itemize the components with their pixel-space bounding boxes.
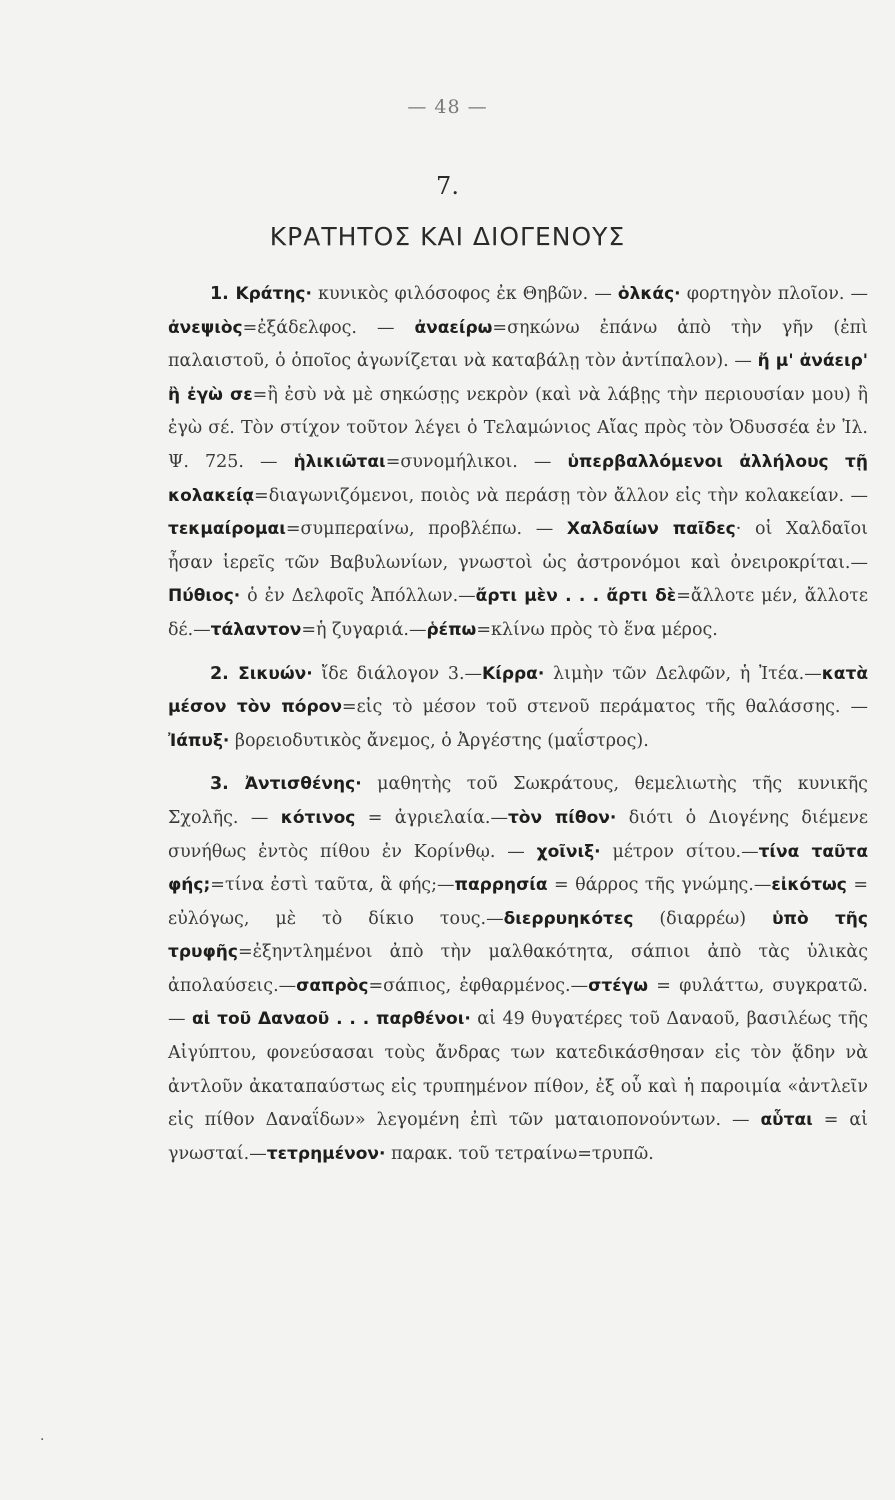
gloss-text: =διαγωνιζόμενοι, ποιὸς νὰ περάσῃ τὸν ἄλλον εἰς τὴν κολακείαν. —: [254, 485, 868, 506]
lemma-term: εἰκότως: [771, 875, 847, 896]
gloss-text: = θάρρος τῆς γνώμης.—: [547, 875, 772, 896]
lemma-term: στέγω: [588, 975, 649, 996]
gloss-text: κυνικὸς φιλόσοφος ἐκ Θηβῶν. —: [311, 284, 618, 304]
gloss-text: =ἡ ζυγαριά.—: [301, 619, 427, 640]
gloss-text: μαθητὴς τοῦ Σωκράτους, θεμελιωτὴς τῆς κυνικῆς Σχολῆς. —: [168, 774, 868, 828]
gloss-text: (διαρρέω): [633, 908, 773, 929]
gloss-text: =ἐξηντλημένοι ἀπὸ τὴν μαλθακότητα, σάπιοι ἀπὸ τὰς ὑλικὰς ἀπολαύσεις.—: [168, 942, 868, 996]
gloss-text: αἱ 49 θυγατέρες τοῦ Δαναοῦ, βασιλέως τῆς Αἰγύπτου, φονεύσασαι τοὺς ἄνδρας των κατεδικάσθησαν εἰς τὸν ᾅδην νὰ ἀντλοῦν ἀκαταπαύστως εἰς τρυπημένον πίθον, ἐξ οὗ καὶ ἡ παροιμία «ἀντλεῖν εἰς πίθον Δαναΐδων» λεγομένη ἐπὶ τῶν ματαιοπονούντων. —: [168, 1009, 868, 1131]
gloss-text: =σάπιος, ἐφθαρμένος.—: [368, 975, 589, 996]
lemma-term: κότινος: [280, 807, 356, 828]
lemma-term: ἀναείρω: [414, 317, 493, 338]
lemma-term: παρρησία: [454, 875, 548, 896]
lemma-term: ὁλκάς·: [617, 284, 681, 304]
lemma-term: ἀνεψιὸς: [168, 317, 243, 338]
lemma-term: κατὰ μέσον τὸν πόρον: [168, 663, 869, 718]
gloss-text: =συνομήλικοι. —: [385, 451, 568, 472]
lemma-term: χοῖνιξ·: [536, 841, 601, 862]
lemma-term: ἄρτι μὲν . . . ἄρτι δὲ: [475, 586, 677, 607]
lemma-term: Ἀντισθένης·: [244, 774, 362, 795]
note-paragraph: [168, 768, 868, 1171]
gloss-text: βορειοδυτικὸς ἄνεμος, ὁ Ἀργέστης (μαΐστρος).: [229, 730, 649, 751]
note-number: 3.: [210, 774, 245, 795]
lemma-term: τεκμαίρομαι: [168, 519, 286, 540]
lemma-term: τὸν πίθον·: [507, 807, 617, 828]
gloss-text: =εἰς τὸ μέσον τοῦ στενοῦ περάματος τῆς θαλάσσης. —: [341, 697, 868, 718]
gloss-text: λιμὴν τῶν Δελφῶν, ἡ Ἰτέα.—: [544, 663, 822, 684]
lemma-term: ἤ μ' ἀνάειρ' ἢ ἐγὼ σε: [168, 351, 868, 405]
page-number: — 48 —: [407, 96, 488, 118]
gloss-text: =ἢ ἐσὺ νὰ μὲ σηκώσῃς νεκρὸν (καὶ νὰ λάβῃς τὴν περιουσίαν μου) ἢ ἐγὼ σέ. Τὸν στίχον τοῦτον λέγει ὁ Τελαμώνιος Αἴας πρὸς τὸν Ὀδυσσέα ἐν Ἰλ. Ψ. 725. —: [168, 384, 868, 472]
gloss-text: διότι ὁ Διογένης διέμενε συνήθως ἐντὸς πίθου ἐν Κορίνθῳ. —: [168, 807, 868, 862]
lemma-term: τίνα ταῦτα φής;: [168, 841, 869, 896]
lemma-term: Κράτης·: [235, 284, 312, 304]
gloss-text: = ἀγριελαία.—: [355, 807, 508, 828]
lemma-term: τετρημένον·: [266, 1143, 386, 1164]
lemma-term: Ἰάπυξ·: [168, 730, 230, 751]
gloss-text: = φυλάττω, συγκρατῶ. —: [168, 975, 868, 1030]
gloss-text: φορτηγὸν πλοῖον. —: [680, 284, 869, 304]
note-number: 1.: [210, 284, 236, 304]
lemma-term: τάλαντον: [210, 619, 302, 640]
lemma-term: αὗται: [760, 1110, 813, 1131]
lemma-term: Κίρρα·: [482, 663, 545, 684]
gloss-text: = εὐλόγως, μὲ τὸ δίκιο τους.—: [168, 875, 868, 929]
commentary-body: [168, 278, 868, 1181]
section-title: ΚΡΑΤΗΤΟΣ ΚΑΙ ΔΙΟΓΕΝΟΥΣ: [269, 222, 626, 251]
lemma-term: αἱ τοῦ Δαναοῦ . . . παρθένοι·: [192, 1009, 471, 1030]
section-number: 7.: [436, 172, 459, 200]
gloss-text: =τίνα ἐστὶ ταῦτα, ἃ φής;—: [210, 875, 455, 896]
gloss-text: =ἐξάδελφος. —: [242, 317, 415, 338]
lemma-term: σαπρὸς: [296, 975, 369, 996]
gloss-text: =συμπεραίνω, προβλέπω. —: [285, 519, 567, 540]
lemma-term: Σικυών·: [238, 663, 313, 684]
gloss-text: μέτρον σίτου.—: [600, 841, 759, 862]
note-paragraph: [168, 278, 868, 648]
lemma-term: ἡλικιῶται: [293, 451, 386, 472]
gloss-text: · οἱ Χαλδαῖοι ἦσαν ἱερεῖς τῶν Βαβυλωνίων, γνωστοὶ ὡς ἀστρονόμοι καὶ ὀνειροκρίται.—: [168, 519, 868, 573]
lemma-term: διερρυηκότες: [503, 908, 634, 929]
gloss-text: =σηκώνω ἐπάνω ἀπὸ τὴν γῆν (ἐπὶ παλαιστοῦ, ὁ ὁποῖος ἀγωνίζεται νὰ καταβάλῃ τὸν ἀντίπαλον). —: [168, 317, 868, 372]
gloss-text: = αἱ γνωσταί.—: [168, 1110, 869, 1164]
gloss-text: ἴδε διάλογον 3.—: [312, 663, 483, 684]
lemma-term: ῥέπω: [426, 619, 477, 640]
lemma-term: ὑπερβαλλόμενοι ἀλλήλους τῇ κολακείᾳ: [168, 451, 868, 506]
corner-mark: ·: [40, 1432, 45, 1448]
gloss-text: =κλίνω πρὸς τὸ ἕνα μέρος.: [476, 619, 718, 640]
gloss-text: ὁ ἐν Δελφοῖς Ἀπόλλων.—: [240, 586, 476, 607]
gloss-text: παρακ. τοῦ τετραίνω=τρυπῶ.: [385, 1143, 654, 1164]
lemma-term: Πύθιος·: [168, 586, 241, 607]
lemma-term: Χαλδαίων παῖδες: [566, 519, 736, 540]
lemma-term: ὑπὸ τῆς τρυφῆς: [168, 908, 868, 963]
note-paragraph: [168, 658, 868, 759]
note-number: 2.: [210, 663, 239, 684]
gloss-text: =ἄλλοτε μέν, ἄλλοτε δέ.—: [168, 586, 868, 640]
